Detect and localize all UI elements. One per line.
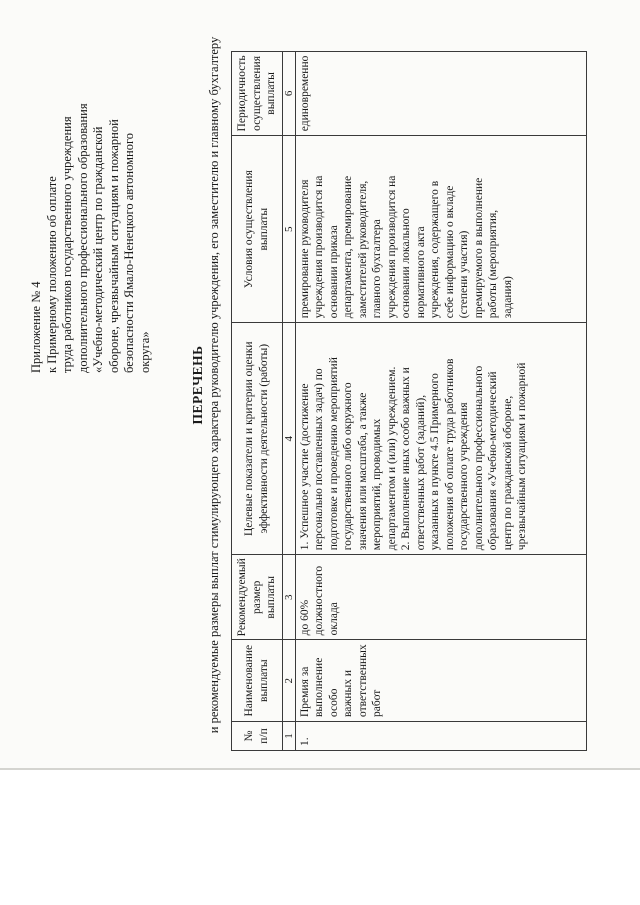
column-number: 1 — [282, 722, 295, 751]
payment-periodicity: единовременно — [295, 51, 586, 136]
appendix-header — [29, 53, 153, 373]
document-subtitle: и рекомендуемые размеры выплат стимулирующего характера руководителю учреждения, его заместителю и главному бухгалтеру — [207, 36, 221, 734]
appendix-line: к Примерному положению об оплате — [44, 176, 59, 373]
appendix-line: «Учебно-методический центр по гражданской — [91, 126, 105, 373]
appendix-line: обороне, чрезвычайным ситуациям и пожарной — [106, 119, 121, 373]
payment-criteria: 1. Успешное участие (достижение персонально поставленных задач) по подготовке и проведению мероприятий государственного либо окружного значения или масштаба, а также мероприятий, проводимых департаментом и (или) учреждением. 2. Выполнение иных особо важных и ответственных работ (заданий), указанных в пункте 4.5 Примерного положения об оплате труда работников государственного учреждения дополнительного профессионального образования «Учебно-методический центр по гражданской обороне, чрезвычайным ситуациям и пожарной — [295, 323, 586, 555]
table-header-row — [232, 51, 283, 750]
appendix-number: Приложение № 4 — [29, 281, 43, 373]
column-number: 6 — [282, 51, 295, 136]
appendix-line: безопасности Ямало-Ненецкого автономного — [122, 132, 136, 373]
payments-table — [231, 51, 587, 751]
header-number: № п/п — [232, 722, 283, 751]
header-conditions: Условия осуществления выплаты — [232, 136, 283, 323]
column-number: 5 — [282, 136, 295, 323]
appendix-line: дополнительного профессионального образования — [75, 103, 90, 373]
column-number: 3 — [282, 555, 295, 640]
header-recommended-size: Рекомендуемый размер выплаты — [232, 555, 283, 640]
header-payment-name: Наименование выплаты — [232, 640, 283, 722]
rotated-document — [15, 15, 640, 755]
payment-name: Премия за выполнение особо важных и ответственных работ — [295, 640, 586, 722]
appendix-line: труда работников государственного учреждения — [60, 116, 74, 373]
row-number: 1. — [295, 722, 586, 751]
document-title: ПЕРЕЧЕНЬ — [190, 345, 205, 425]
header-periodicity: Периодичность осуществления выплаты — [232, 51, 283, 136]
column-number-row — [282, 51, 295, 750]
title-block — [190, 15, 222, 755]
appendix-line: округа» — [137, 331, 152, 373]
column-number: 2 — [282, 640, 295, 722]
table-row — [295, 51, 586, 750]
payment-size: до 60% должностного оклада — [295, 555, 586, 640]
header-criteria: Целевые показатели и критерии оценки эффективности деятельности (работы) — [232, 323, 283, 555]
payment-conditions: премирование руководителя учреждения производится на основании приказа департамента, премирование заместителей руководителя, главного бухгалтера учреждения производится на основании локального нормативного акта учреждения, содержащего в себе информацию о вкладе (степени участия) премируемого в выполнение работы (мероприятия, задания) — [295, 136, 586, 323]
column-number: 4 — [282, 323, 295, 555]
